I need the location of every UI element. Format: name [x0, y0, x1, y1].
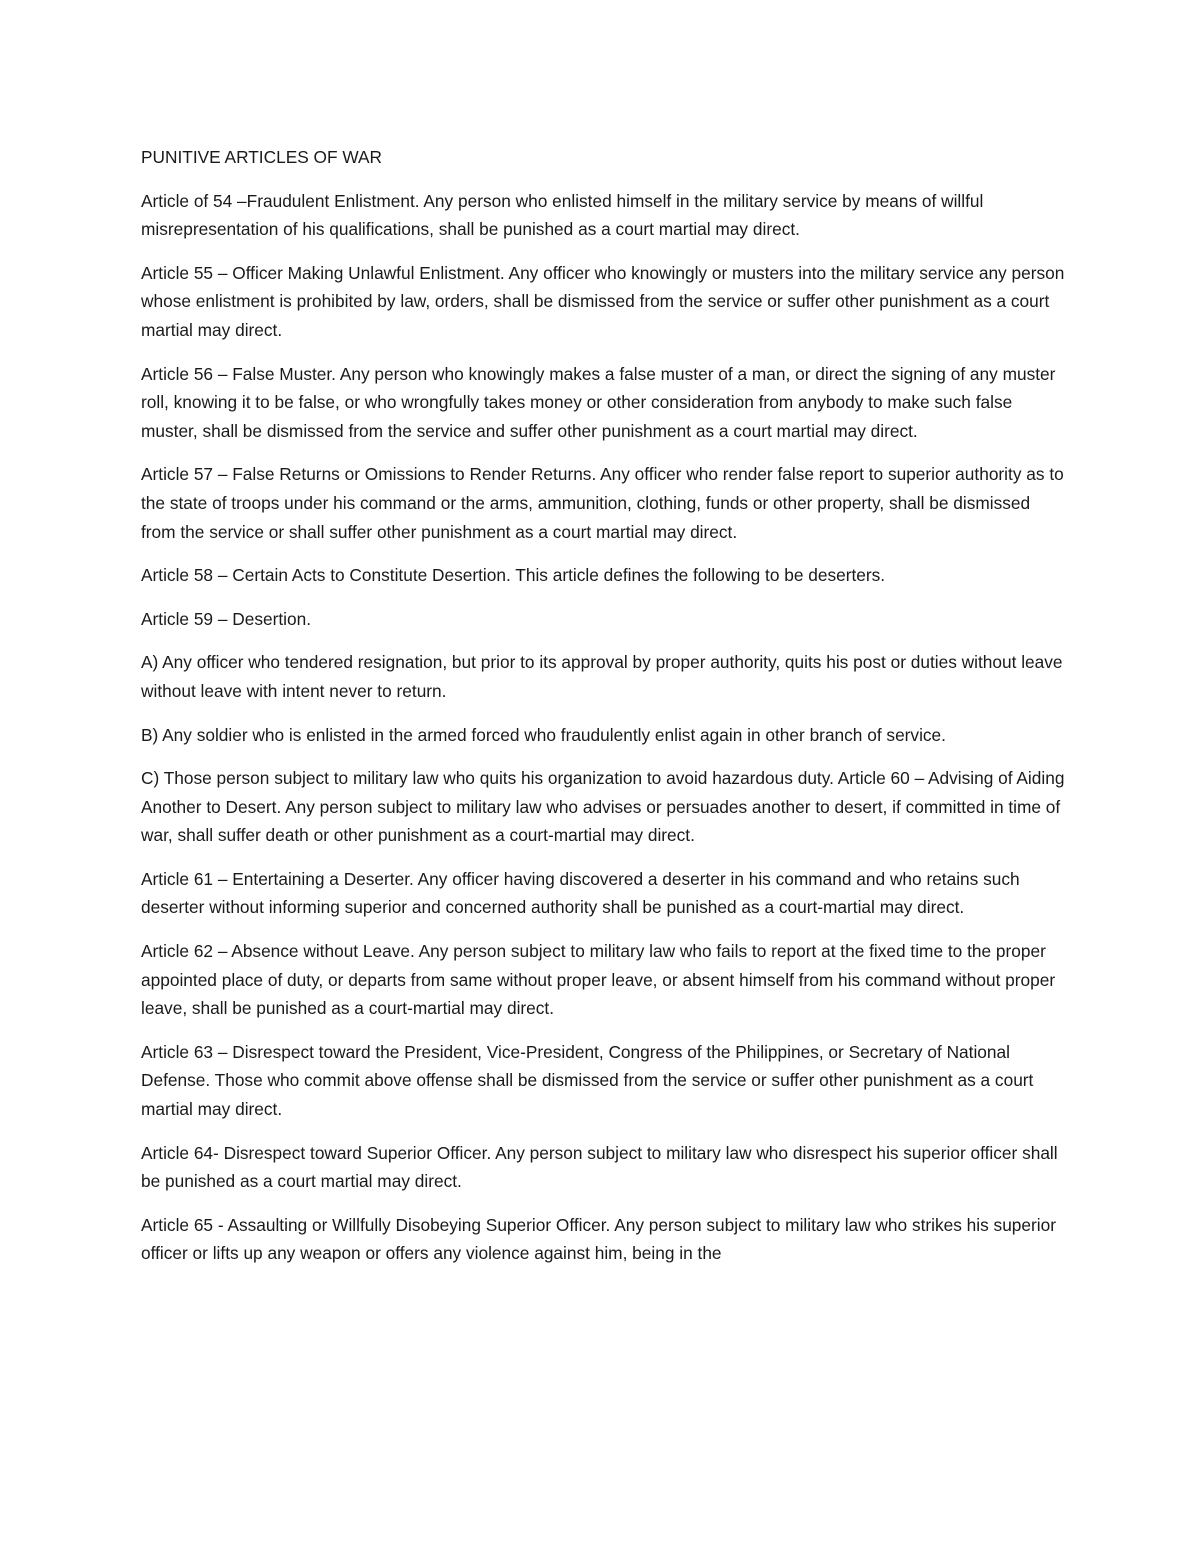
paragraph-article-63: Article 63 – Disrespect toward the President, Vice-President, Congress of the Philippines, or Secretary of National Defense. Those who commit above offense shall be dismissed from the service or suffer other punishment as a court martial may direct. [141, 1041, 1034, 1120]
paragraph-item-b: B) Any soldier who is enlisted in the armed forced who fraudulently enlist again in other branch of service. [141, 724, 946, 745]
paragraph-article-61: Article 61 – Entertaining a Deserter. Any officer having discovered a deserter in his command and who retains such deserter without informing superior and concerned authority shall be punished as a court-martial may direct. [141, 868, 1020, 918]
paragraph-article-55: Article 55 – Officer Making Unlawful Enlistment. Any officer who knowingly or musters into the military service any person whose enlistment is prohibited by law, orders, shall be dismissed from the service or suffer other punishment as a court martial may direct. [141, 262, 1065, 340]
paragraph-article-64: Article 64- Disrespect toward Superior Officer. Any person subject to military law who disrespect his superior officer shall be punished as a court martial may direct. [141, 1142, 1058, 1192]
paragraph-item-a: A) Any officer who tendered resignation, but prior to its approval by proper authority, quits his post or duties without leave without leave with intent never to return. [141, 652, 1063, 701]
paragraph-article-56: Article 56 – False Muster. Any person who knowingly makes a false muster of a man, or direct the signing of any muster roll, knowing it to be false, or who wrongfully takes money or other consideration from anybody to make such false muster, shall be dismissed from the service and suffer other punishment as a court martial may direct. [141, 363, 1056, 441]
document-title: PUNITIVE ARTICLES OF WAR [141, 147, 383, 167]
paragraph-article-62: Article 62 – Absence without Leave. Any person subject to military law who fails to report at the fixed time to the proper appointed place of duty, or departs from same without proper leave, or absent himself from his command without proper leave, shall be punished as a court-martial may direct. [141, 941, 1056, 1019]
paragraph-article-57: Article 57 – False Returns or Omissions to Render Returns. Any officer who render false report to superior authority as to the state of troops under his command or the arms, ammunition, clothing, funds or other property, shall be dismissed from the service or shall suffer other punishment as a court martial may direct. [141, 464, 1064, 542]
paragraph-article-65: Article 65 - Assaulting or Willfully Disobeying Superior Officer. Any person subject to military law who strikes his superior officer or lifts up any weapon or offers any violence against him, being in the [141, 1214, 1056, 1264]
paragraph-item-c-article-60: C) Those person subject to military law who quits his organization to avoid hazardous duty. Article 60 – Advising of Aiding Another to Desert. Any person subject to military law who advises or persuades another to desert, if committed in time of war, shall suffer death or other punishment as a court-martial may direct. [141, 768, 1065, 846]
paragraph-article-59: Article 59 – Desertion. [141, 608, 312, 629]
document-body [141, 143, 1066, 1283]
paragraph-article-58: Article 58 – Certain Acts to Constitute Desertion. This article defines the following to be deserters. [141, 565, 886, 586]
paragraph-article-54: Article of 54 –Fraudulent Enlistment. Any person who enlisted himself in the military service by means of willful misrepresentation of his qualifications, shall be punished as a court martial may direct. [141, 190, 984, 240]
